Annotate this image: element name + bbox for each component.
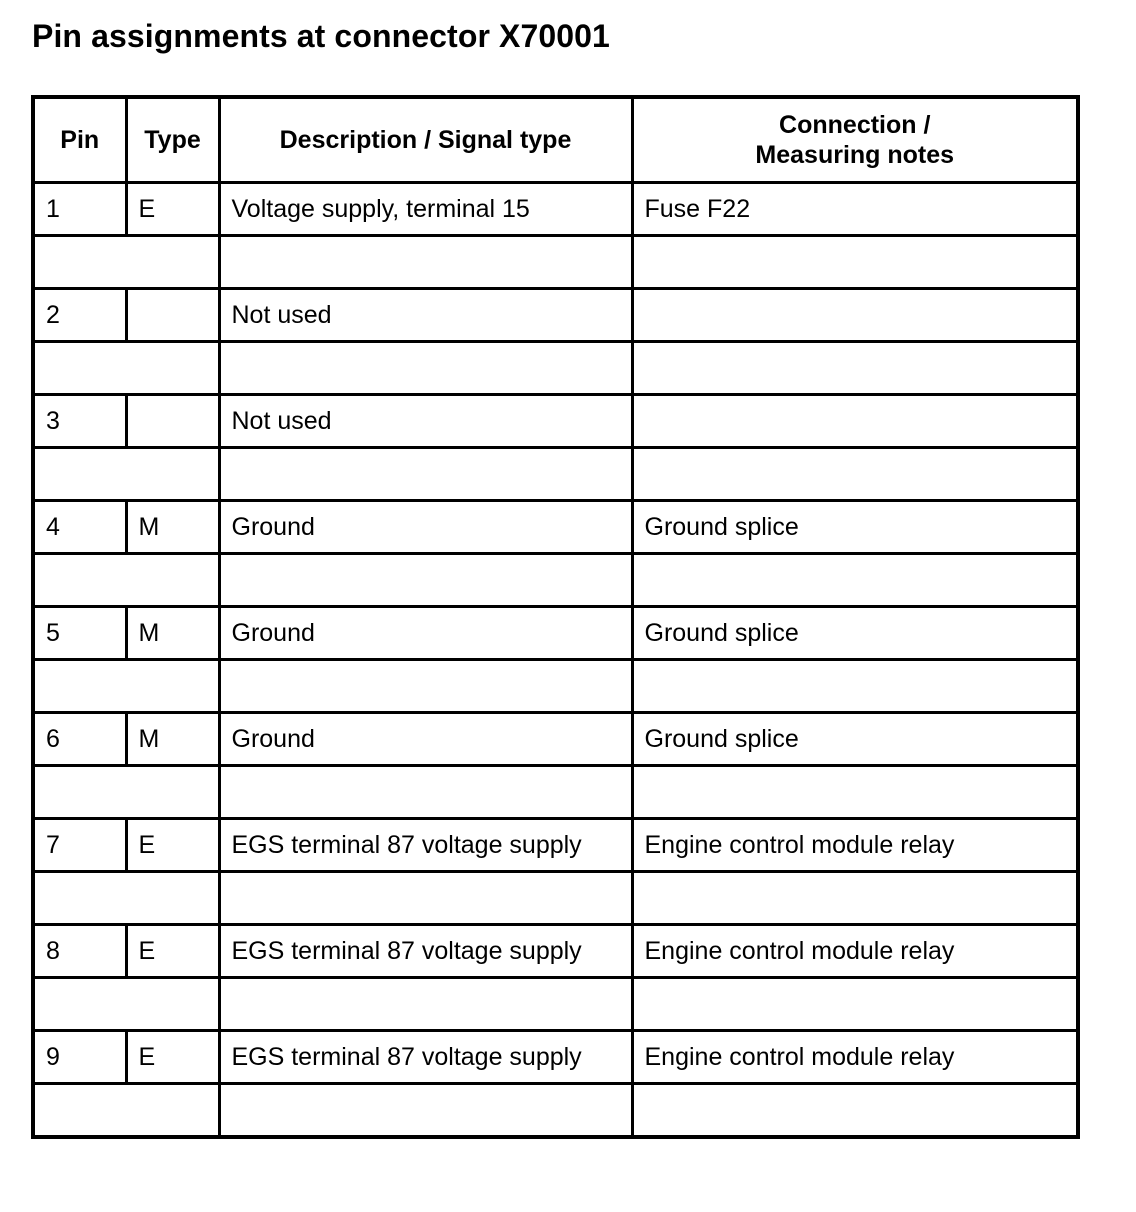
cell-pin: 7 (33, 819, 126, 872)
spacer-cell (632, 660, 1078, 713)
cell-type (126, 395, 219, 448)
cell-pin: 6 (33, 713, 126, 766)
cell-type: M (126, 501, 219, 554)
spacer-cell (219, 554, 632, 607)
spacer-row (33, 872, 1078, 925)
cell-description: Not used (219, 289, 632, 342)
page-title: Pin assignments at connector X70001 (32, 18, 610, 54)
spacer-row (33, 236, 1078, 289)
cell-pin: 5 (33, 607, 126, 660)
cell-pin: 8 (33, 925, 126, 978)
spacer-cell (33, 342, 219, 395)
cell-pin: 3 (33, 395, 126, 448)
column-header-description: Description / Signal type (219, 97, 632, 183)
spacer-row (33, 1084, 1078, 1138)
spacer-cell (219, 978, 632, 1031)
spacer-cell (33, 660, 219, 713)
cell-connection: Engine control module relay (632, 925, 1078, 978)
cell-connection: Ground splice (632, 713, 1078, 766)
cell-connection: Fuse F22 (632, 183, 1078, 236)
table-row (33, 395, 1078, 448)
spacer-row (33, 660, 1078, 713)
spacer-cell (632, 342, 1078, 395)
cell-connection (632, 289, 1078, 342)
cell-type: E (126, 1031, 219, 1084)
cell-connection: Engine control module relay (632, 819, 1078, 872)
spacer-cell (632, 554, 1078, 607)
table-row (33, 1031, 1078, 1084)
spacer-cell (33, 766, 219, 819)
spacer-cell (219, 1084, 632, 1138)
cell-description: Ground (219, 607, 632, 660)
column-header-connection (632, 97, 1078, 183)
column-header-connection-line1: Connection / (779, 111, 931, 139)
spacer-cell (33, 978, 219, 1031)
cell-type: E (126, 183, 219, 236)
cell-connection: Engine control module relay (632, 1031, 1078, 1084)
table-row (33, 289, 1078, 342)
spacer-cell (33, 448, 219, 501)
spacer-cell (219, 342, 632, 395)
spacer-row (33, 448, 1078, 501)
cell-pin: 9 (33, 1031, 126, 1084)
spacer-cell (632, 448, 1078, 501)
table-row (33, 607, 1078, 660)
table-row (33, 925, 1078, 978)
spacer-cell (219, 236, 632, 289)
cell-pin: 4 (33, 501, 126, 554)
cell-type: E (126, 925, 219, 978)
cell-connection: Ground splice (632, 501, 1078, 554)
cell-description: Not used (219, 395, 632, 448)
spacer-row (33, 978, 1078, 1031)
cell-description: EGS terminal 87 voltage supply (219, 925, 632, 978)
spacer-cell (219, 660, 632, 713)
spacer-cell (632, 766, 1078, 819)
cell-type: E (126, 819, 219, 872)
spacer-row (33, 766, 1078, 819)
cell-description: Ground (219, 713, 632, 766)
spacer-row (33, 554, 1078, 607)
cell-description: EGS terminal 87 voltage supply (219, 1031, 632, 1084)
spacer-cell (219, 766, 632, 819)
table-row (33, 713, 1078, 766)
table-row (33, 183, 1078, 236)
cell-description: EGS terminal 87 voltage supply (219, 819, 632, 872)
table-header-row (33, 97, 1078, 183)
column-header-type: Type (126, 97, 219, 183)
column-header-connection-line2: Measuring notes (755, 141, 955, 169)
cell-description: Ground (219, 501, 632, 554)
cell-pin: 1 (33, 183, 126, 236)
spacer-cell (219, 448, 632, 501)
cell-type: M (126, 713, 219, 766)
spacer-cell (632, 1084, 1078, 1138)
cell-connection: Ground splice (632, 607, 1078, 660)
table-row (33, 819, 1078, 872)
spacer-cell (632, 872, 1078, 925)
pin-assignment-table (31, 95, 1080, 1139)
cell-connection (632, 395, 1078, 448)
column-header-pin: Pin (33, 97, 126, 183)
cell-pin: 2 (33, 289, 126, 342)
spacer-cell (33, 872, 219, 925)
table-row (33, 501, 1078, 554)
spacer-cell (33, 554, 219, 607)
spacer-row (33, 342, 1078, 395)
spacer-cell (219, 872, 632, 925)
spacer-cell (33, 236, 219, 289)
spacer-cell (632, 978, 1078, 1031)
spacer-cell (33, 1084, 219, 1138)
cell-type (126, 289, 219, 342)
cell-description: Voltage supply, terminal 15 (219, 183, 632, 236)
cell-type: M (126, 607, 219, 660)
spacer-cell (632, 236, 1078, 289)
